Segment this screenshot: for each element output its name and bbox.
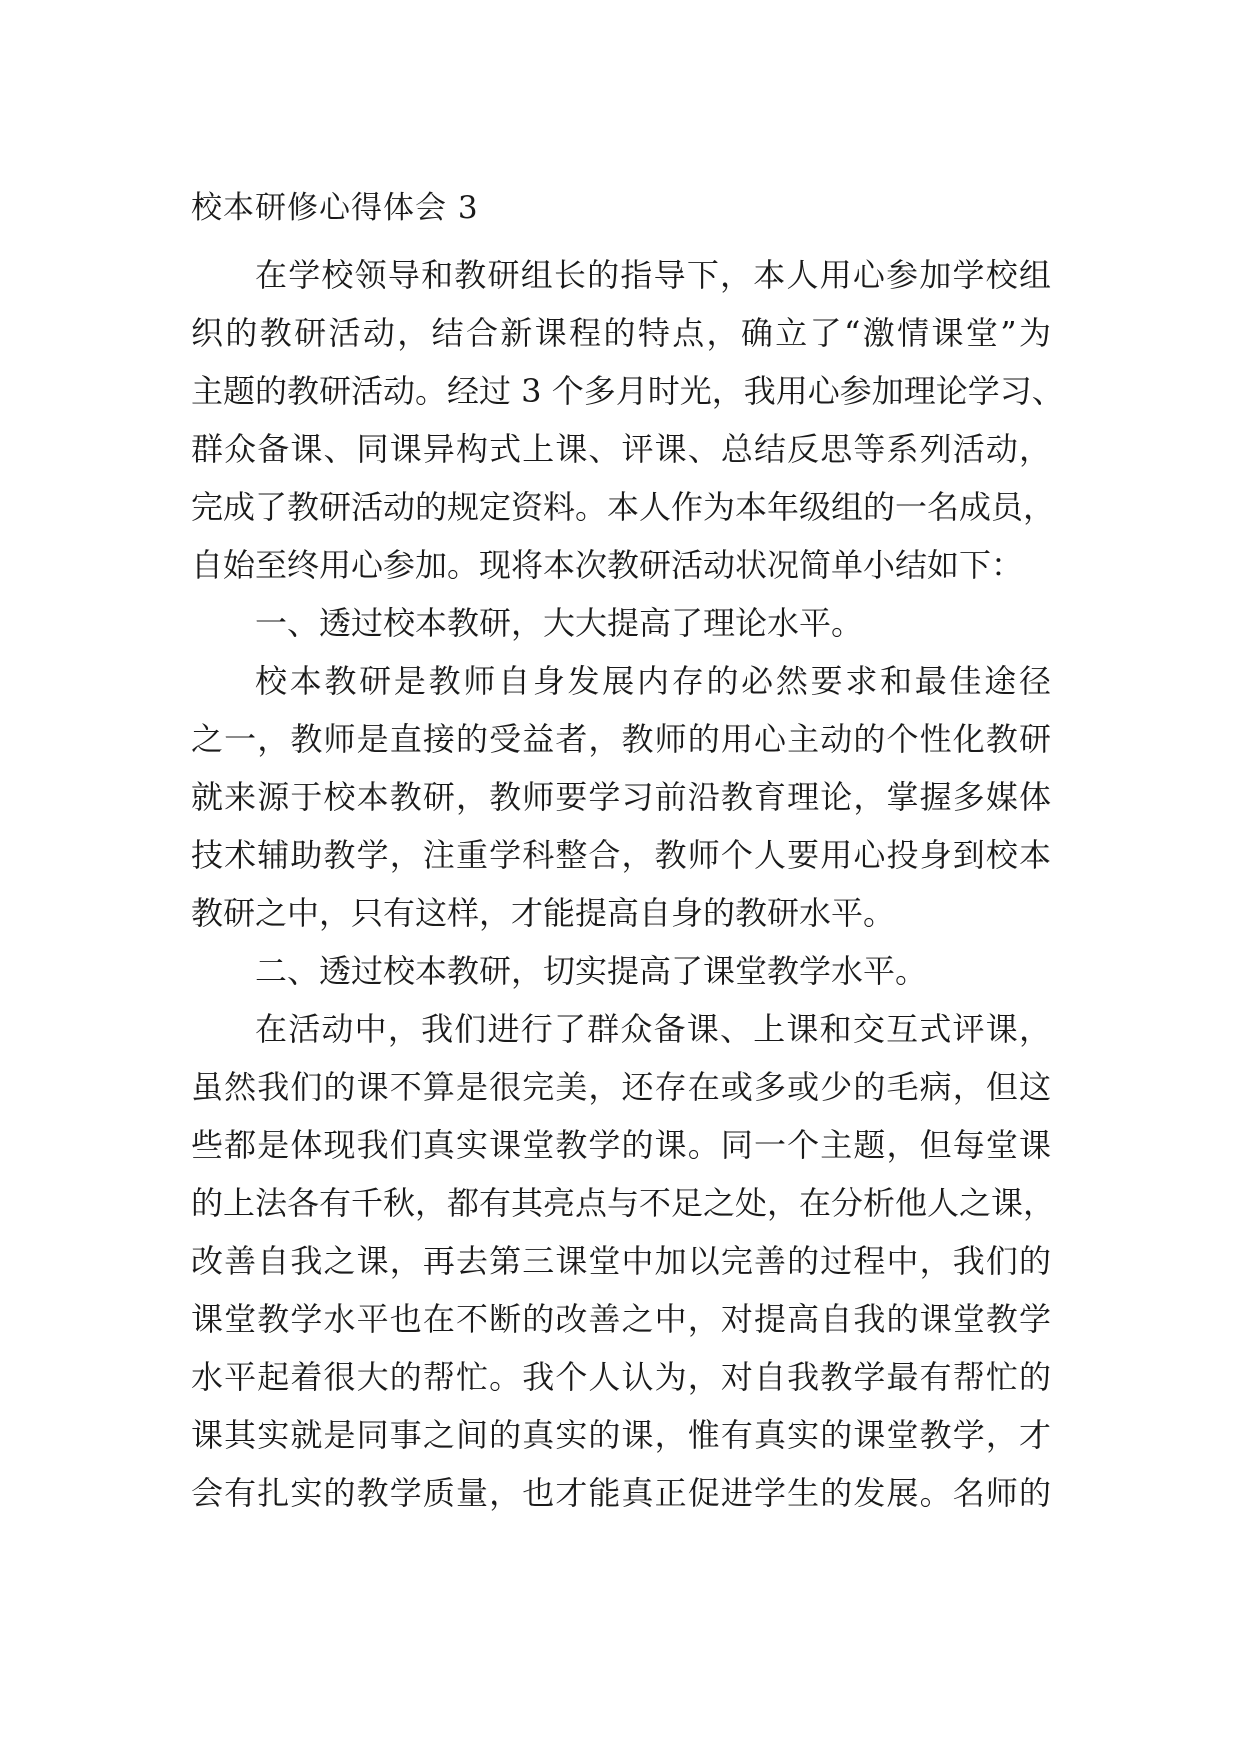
paragraph-line: 水平起着很大的帮忙。我个人认为，对自我教学最有帮忙的	[191, 1358, 1051, 1396]
paragraph-line: 些都是体现我们真实课堂教学的课。同一个主题，但每堂课	[191, 1126, 1051, 1164]
paragraph-line: 群众备课、同课异构式上课、评课、总结反思等系列活动，	[191, 430, 1051, 468]
heading-line: 二、透过校本教研，切实提高了课堂教学水平。	[255, 952, 928, 990]
paragraph-line: 之一，教师是直接的受益者，教师的用心主动的个性化教研	[191, 720, 1051, 758]
paragraph-line: 主题的教研活动。经过 3 个多月时光，我用心参加理论学习、	[191, 372, 1064, 410]
paragraph-line: 改善自我之课，再去第三课堂中加以完善的过程中，我们的	[191, 1242, 1051, 1280]
paragraph-line: 在活动中，我们进行了群众备课、上课和交互式评课，	[255, 1010, 1051, 1048]
paragraph-line: 技术辅助教学，注重学科整合，教师个人要用心投身到校本	[191, 836, 1051, 874]
paragraph-line: 校本教研是教师自身发展内存的必然要求和最佳途径	[255, 662, 1051, 700]
paragraph-line: 就来源于校本教研，教师要学习前沿教育理论，掌握多媒体	[191, 778, 1051, 816]
paragraph-line: 织的教研活动，结合新课程的特点，确立了“激情课堂”为	[191, 314, 1051, 352]
paragraph-line: 的上法各有千秋，都有其亮点与不足之处，在分析他人之课，	[191, 1184, 1056, 1222]
section-heading-1	[191, 594, 1051, 652]
paragraph-line: 虽然我们的课不算是很完美，还存在或多或少的毛病，但这	[191, 1068, 1051, 1106]
section-heading-2	[191, 942, 1051, 1000]
document-body	[191, 188, 1064, 1522]
paragraph-section-2	[191, 1000, 1056, 1522]
paragraph-intro	[191, 246, 1064, 594]
paragraph-line: 在学校领导和教研组长的指导下，本人用心参加学校组	[255, 256, 1051, 294]
paragraph-line: 课其实就是同事之间的真实的课，惟有真实的课堂教学，才	[191, 1416, 1051, 1454]
paragraph-line: 自始至终用心参加。现将本次教研活动状况简单小结如下：	[191, 546, 1024, 584]
paragraph-line: 完成了教研活动的规定资料。本人作为本年级组的一名成员，	[191, 488, 1056, 526]
heading-line: 一、透过校本教研，大大提高了理论水平。	[255, 604, 864, 642]
document-title: 校本研修心得体会 3	[191, 190, 479, 226]
paragraph-line: 会有扎实的教学质量，也才能真正促进学生的发展。名师的	[191, 1474, 1051, 1512]
paragraph-line: 课堂教学水平也在不断的改善之中，对提高自我的课堂教学	[191, 1300, 1051, 1338]
paragraph-line: 教研之中，只有这样，才能提高自身的教研水平。	[191, 894, 896, 932]
paragraph-section-1	[191, 652, 1051, 942]
